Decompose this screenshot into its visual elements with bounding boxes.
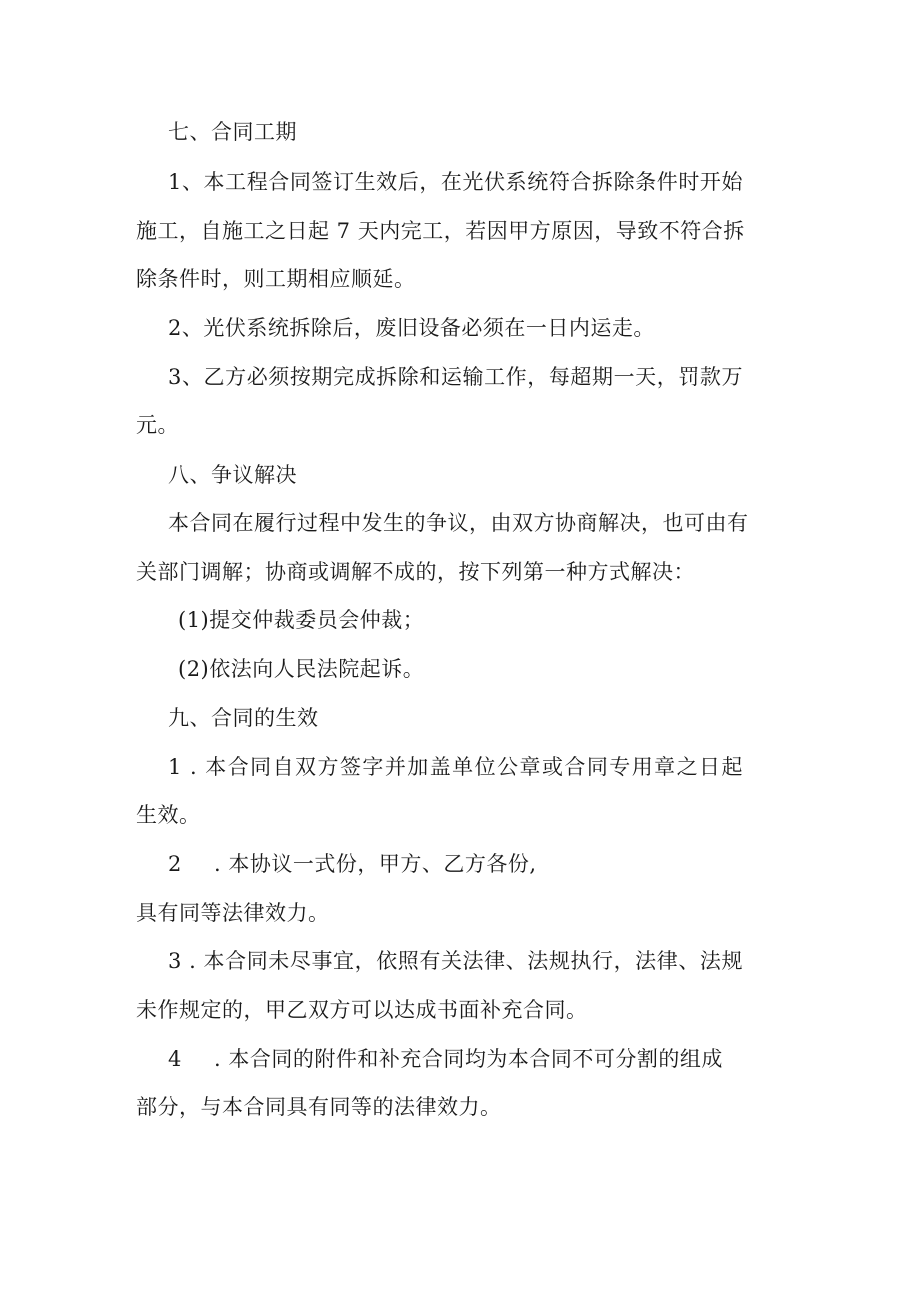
section-9-item-3-line-1: 3 . 本合同未尽事宜，依照有关法律、法规执行，法律、法规 [168,949,743,973]
section-9-item-2-text: . 本协议一式份，甲方、乙方各份, [214,852,537,876]
section-8-para-line-1: 本合同在履行过程中发生的争议，由双方协商解决，也可由有 [168,511,749,535]
section-7-item-3-line-1: 3、乙方必须按期完成拆除和运输工作，每超期一天，罚款万 [168,365,743,389]
section-9-item-4-number: 4 [168,1047,182,1071]
section-8-para-line-2: 关部门调解；协商或调解不成的，按下列第一种方式解决： [136,560,695,584]
section-7-heading: 七、合同工期 [168,120,297,144]
section-7-item-1-line-2: 施工，自施工之日起 7 天内完工，若因甲方原因，导致不符合拆 [136,219,745,243]
section-9-item-2-line-2: 具有同等法律效力。 [136,901,330,925]
section-8-heading: 八、争议解决 [168,463,297,487]
section-9-heading: 九、合同的生效 [168,706,319,730]
section-9-item-1-line-1: 1 . 本合同自双方签字并加盖单位公章或合同专用章之日起 [168,755,743,779]
section-8-option-2: (2)依法向人民法院起诉。 [178,657,425,681]
section-7-item-1-line-1: 1、本工程合同签订生效后，在光伏系统符合拆除条件时开始 [168,170,743,194]
section-9-item-1-line-2: 生效。 [136,803,201,827]
section-9-item-4-text: . 本合同的附件和补充合同均为本合同不可分割的组成 [214,1047,723,1071]
section-9-item-4-line-2: 部分，与本合同具有同等的法律效力。 [136,1095,502,1119]
section-8-option-1: (1)提交仲裁委员会仲裁； [178,608,425,632]
section-9-item-3-line-2: 未作规定的，甲乙双方可以达成书面补充合同。 [136,998,588,1022]
section-9-item-4-line-1 [168,1044,723,1074]
section-7-item-2: 2、光伏系统拆除后，废旧设备必须在一日内运走。 [168,316,655,340]
section-9-item-2-line-1 [168,849,537,879]
section-7-item-1-line-3: 除条件时，则工期相应顺延。 [136,267,416,291]
section-9-item-2-number: 2 [168,852,182,876]
section-7-item-3-line-2: 元。 [136,413,179,437]
